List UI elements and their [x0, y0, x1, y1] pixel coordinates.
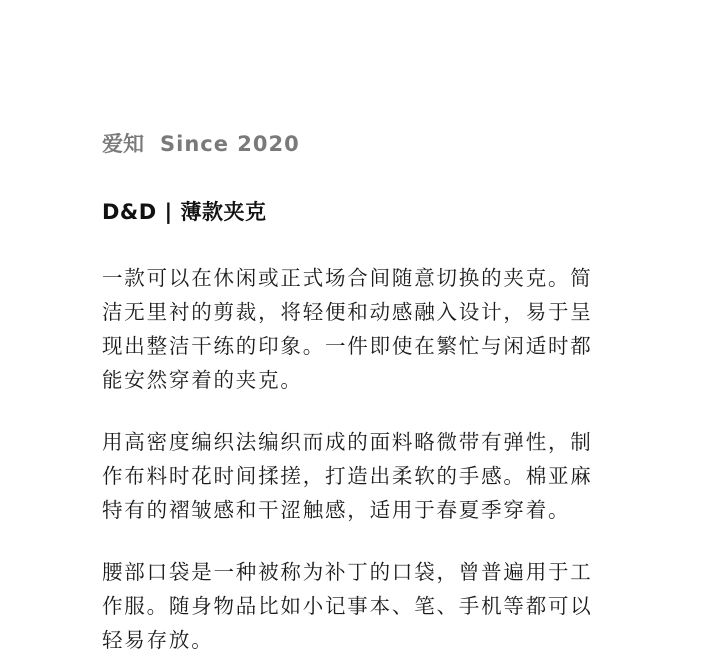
brand-line	[102, 128, 612, 160]
description-paragraph-3: 腰部口袋是一种被称为补丁的口袋，曾普遍用于工作服。随身物品比如小记事本、笔、手机等都可以轻易存放。	[102, 560, 593, 652]
brand-since: Since 2020	[160, 132, 300, 156]
description-paragraph-1: 一款可以在休闲或正式场合间随意切换的夹克。简洁无里衬的剪裁，将轻便和动感融入设计，易于呈现出整洁干练的印象。一件即使在繁忙与闲适时都能安然穿着的夹克。	[102, 266, 593, 392]
article-body	[102, 128, 612, 657]
description-paragraph-2: 用高密度编织法编织而成的面料略微带有弹性，制作布料时花时间揉搓，打造出柔软的手感。棉亚麻特有的褶皱感和干涩触感，适用于春夏季穿着。	[102, 430, 593, 522]
brand-name: 爱知	[102, 132, 144, 156]
product-title: D&D | 薄款夹克	[102, 200, 267, 224]
